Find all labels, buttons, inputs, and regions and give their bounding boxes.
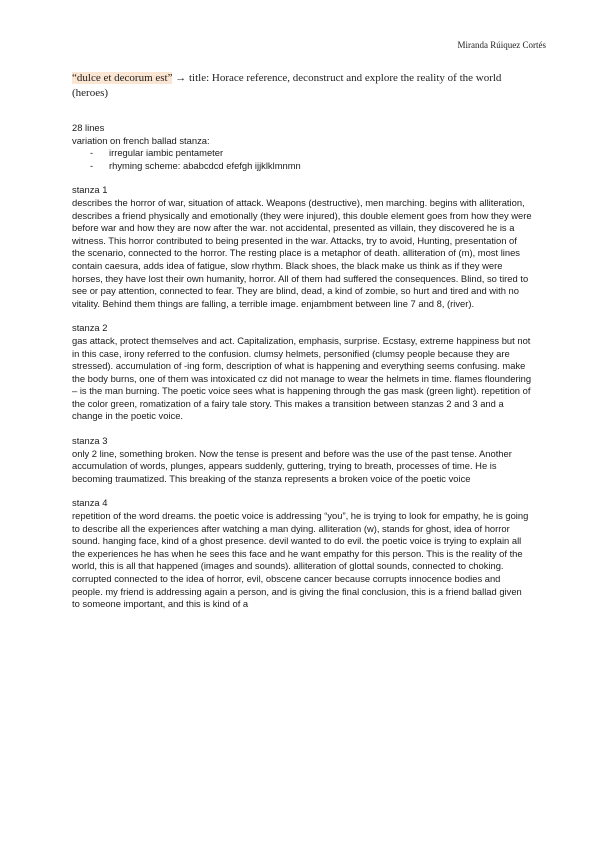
stanza-analysis: describes the horror of war, situation of attack. Weapons (destructive), men marching. begins with alliteration, describes a friend physically and emotionally (they were injured), this double element goes from how they were before war and how they are now after the war. not accidental, presented as villain, they discovered he is a witness. This horror contributed to being presented in the war. Attacks, try to avoid, Hunting, presentation of the scenario, connected to the horror. The resting place is a metaphor of death. alliteration of (m), most lines contain caesura, adds idea of fatigue, slow rhythm. Black shoes, the black make us think as if they were horses, they have lost their own humanity, horror. All of them had suffered the consequences. Blind, so tired to see or pay attention, connected to fear. They are blind, dead, a kind of zombie, so hurt and tired and with no vitality. Behind them things are falling, a terrible image. enjambment between line 7 and 8, (river). [72, 196, 532, 309]
stanza-heading: stanza 1 [72, 184, 108, 196]
stanza-analysis: only 2 line, something broken. Now the tense is present and before was the use of the past tense. Another accumulation of words, plunges, appears suddenly, guttering, trying to breath, processes of time. He is becoming traumatized. This breaking of the stanza represents a broken voice of the poetic voice [72, 447, 512, 484]
stanza-heading: stanza 4 [72, 497, 108, 509]
stanza-variation: variation on french ballad stanza: [72, 134, 210, 146]
stanza-analysis: gas attack, protect themselves and act. Capitalization, emphasis, surprise. Ecstasy, extreme happiness but not in this case, irony referred to the confusion. clumsy helmets, personified (clumsy people because they are stressed). accumulation of -ing form, description of what is happening and everything seems confusing. make the body burns, one of them was intoxicated cz did not manage to wear the helmets in time. flames floundering – is the man burning. The poetic voice sees what is happening through the gas mask (green light). repetition of the color green, romatization of a fairy tale story. This makes a transition between stanzas 2 and 3 and a change in the poetic voice. [72, 334, 532, 422]
stanza-1-section [72, 184, 532, 310]
stanza-heading: stanza 2 [72, 322, 108, 334]
stanza-4-section [72, 497, 532, 610]
stanza-analysis: repetition of the word dreams. the poetic voice is addressing “you”, he is trying to look for empathy, he is going to describe all the experiences after watching a man dying. alliteration (w), stands for ghost, idea of horror sound. hanging face, kind of a ghost presence. devil wanted to do evil. the poetic voice is trying to explain all the experiences he has when he sees this face and he want empathy for this person. This is the reality of the world, this is all that happened (images and sounds). alliteration of glottal sounds, connected to choking. corrupted connected to the idea of horror, evil, obscene cancer because corrupts innocence bodies and people. my friend is addressing again a person, and is giving the final conclusion, this is a friend ballad given to someone important, and this is kind of a [72, 510, 529, 610]
stanza-heading: stanza 3 [72, 435, 108, 447]
stanza-2-section [72, 322, 532, 423]
list-item: - irregular iambic pentameter [90, 147, 532, 160]
title-line [72, 71, 532, 101]
author-name: Miranda Rúiquez Cortés [457, 40, 546, 50]
structure-list [72, 147, 532, 172]
stanza-3-section [72, 435, 532, 485]
line-count: 28 lines [72, 122, 105, 133]
highlighted-title-quote: “dulce et decorum est” [72, 72, 173, 84]
document-body [72, 71, 532, 611]
list-item: - rhyming scheme: ababcdcd efefgh ijjklklmnmn [90, 160, 532, 173]
structure-notes [72, 122, 532, 172]
title-description: → title: Horace reference, deconstruct and explore the reality of the world (heroes) [72, 72, 502, 99]
